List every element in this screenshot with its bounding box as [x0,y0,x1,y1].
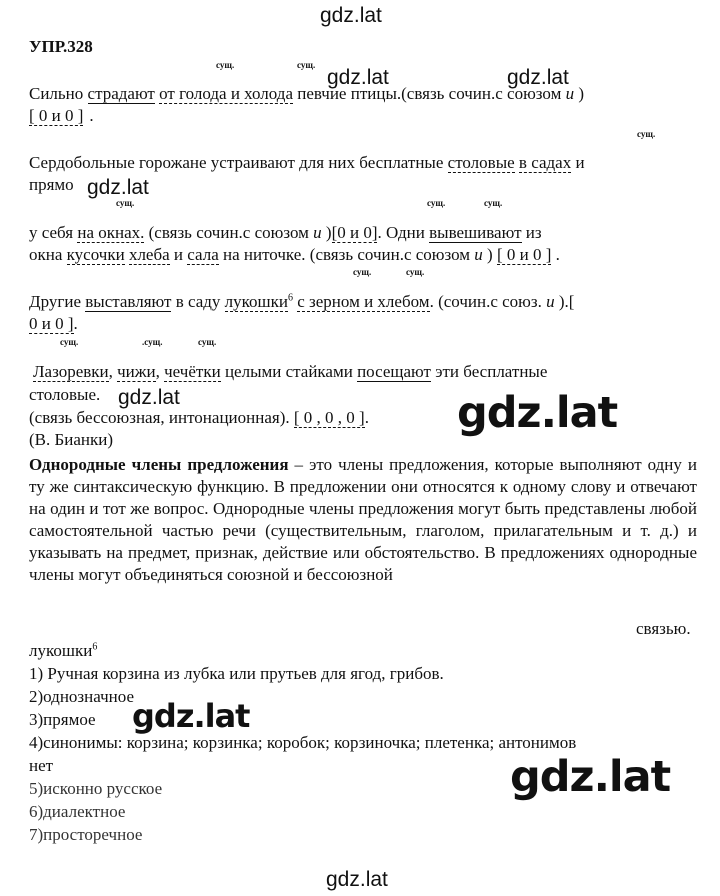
attribute: с зерном и хлебом [297,292,430,311]
list-item: нет [29,756,54,775]
sentence-4-line-3 [29,408,369,428]
adverbial: на окнах. [77,223,145,242]
watermark-top: gdz.lat [320,4,382,27]
sentence-3-line-2 [29,314,78,334]
conjunction: и [474,245,483,264]
conjunction: и [565,84,575,103]
text-run: . [73,314,78,333]
adverbial: в садах [518,153,572,172]
text-run: (связь бессоюзная, интонационная). [29,408,294,427]
scheme: [ 0 и 0 ] [496,245,552,264]
pos-label: сущ. [484,198,503,208]
object: сала [187,245,219,264]
pos-label: сущ. [637,129,656,139]
text-run: Другие [29,292,86,311]
list-item: 7)просторечное [29,825,143,844]
footnote-mark: 6 [92,641,98,653]
conjunction: и [313,223,322,242]
pos-label: сущ. [297,60,316,70]
theory-last-word: связью. [636,619,691,638]
text-run: . Одни [377,223,430,242]
pos-label: сущ. [427,198,446,208]
pos-label-dotted: .сущ. [142,337,163,347]
sentence-2-line-1 [29,153,585,173]
conjunction: и [546,292,555,311]
object: лукошки [224,292,288,311]
text-run: на ниточке. (связь сочин.с союзом [218,245,475,264]
author: (В. Бианки) [29,430,114,449]
text-run: у себя [29,223,78,242]
footnote-mark: 6 [288,292,293,304]
pos-label: сущ. [198,337,217,347]
sentence-4-line-1 [33,362,547,382]
watermark-line4: gdz.lat [118,386,180,409]
list-item: 1) Ручная корзина из лубка или прутьев для ягод, грибов. [29,664,444,683]
predicate: выставляют [85,292,172,311]
predicate: страдают [87,84,155,103]
text-run: . [551,245,560,264]
scheme-bracket: [ [568,292,575,311]
sentence-3-line-1 [29,292,574,312]
text-run: . [364,408,369,427]
watermark-large-2: gdz.lat [132,697,250,735]
sentence-2-line-4 [29,245,560,265]
watermark-line1-a: gdz.lat [327,66,389,89]
scheme-1 [29,106,94,126]
text-run: целыми стайками [220,362,358,381]
theory-paragraph [29,454,697,586]
text-run: , [108,362,118,381]
text-run: и [169,245,188,264]
watermark-bottom: gdz.lat [326,868,388,891]
sentence-1 [29,84,584,104]
watermark-large-3: gdz.lat [510,752,671,802]
text-run: . (сочин.с союз. [429,292,547,311]
text-run: ) [574,84,585,103]
text-run: в саду [171,292,225,311]
sentence-4-line-2: столовые. [29,385,101,404]
text-run: эти бесплатные [430,362,548,381]
text-run: ) [321,223,332,242]
text-run: . [89,106,94,125]
text-run: , [155,362,165,381]
term: Однородные члены предложения [29,455,289,474]
definition: – это члены предложения, которые выполняют одну и ту же синтаксическую функцию. В предложении они относятся к одному слову и отвечают на один и тот же вопрос. Однородные члены предложения могут быть представлены любой самостоятельной частью речи (существительным, глаголом, прилагательным и т. д.) и указывать на предмет, признак, действие или обстоятельство. В предложениях однородные члены могут объединяться союзной и бессоюзной [29,455,697,584]
pos-label: сущ. [116,198,135,208]
predicate: вывешивают [429,223,522,242]
exercise-title: УПР.328 [29,37,93,56]
object: хлеба [128,245,170,264]
list-item: 4)синонимы: корзина; корзинка; коробок; корзиночка; плетенка; антонимов [29,733,577,752]
watermark-large-1: gdz.lat [457,388,618,438]
text-run: (связь сочин.с союзом [144,223,314,242]
scheme: 0 и 0 ] [29,314,74,333]
list-item: 5)исконно русское [29,779,163,798]
pos-label: сущ. [406,267,425,277]
subject: чижи [117,362,156,381]
list-item: 6)диалектное [29,802,126,821]
text-run: Сердобольные горожане устраивают для них бесплатные [29,153,448,172]
list-item: 3)прямое [29,710,96,729]
predicate: посещают [357,362,431,381]
pos-label: сущ. [216,60,235,70]
pos-label: сущ. [353,267,372,277]
word: лукошки [29,641,93,660]
sentence-2-line-2: прямо [29,175,74,194]
watermark-line1-b: gdz.lat [507,66,569,89]
watermark-line2: gdz.lat [87,176,149,199]
subject: Лазоревки [33,362,109,381]
text-run: Сильно [29,84,88,103]
text-run: и [571,153,585,172]
object: кусочки [66,245,125,264]
adverbial: столовые [447,153,515,172]
list-item: 2)однозначное [29,687,134,706]
scheme: [ 0 , 0 , 0 ] [293,408,365,427]
text-run: ) [482,245,497,264]
text-run: окна [29,245,67,264]
subject: чечётки [164,362,221,381]
text-run: певчие птицы.(связь сочин.с союзом [293,84,566,103]
pos-label: сущ. [60,337,79,347]
word-heading [29,641,97,661]
adverbial: от голода и холода [159,84,293,103]
text-run: из [521,223,542,242]
scheme: [ 0 и 0 ] [29,106,84,125]
scheme: [0 и 0] [331,223,378,242]
text-run: ). [554,292,569,311]
sentence-2-line-3 [29,223,542,243]
